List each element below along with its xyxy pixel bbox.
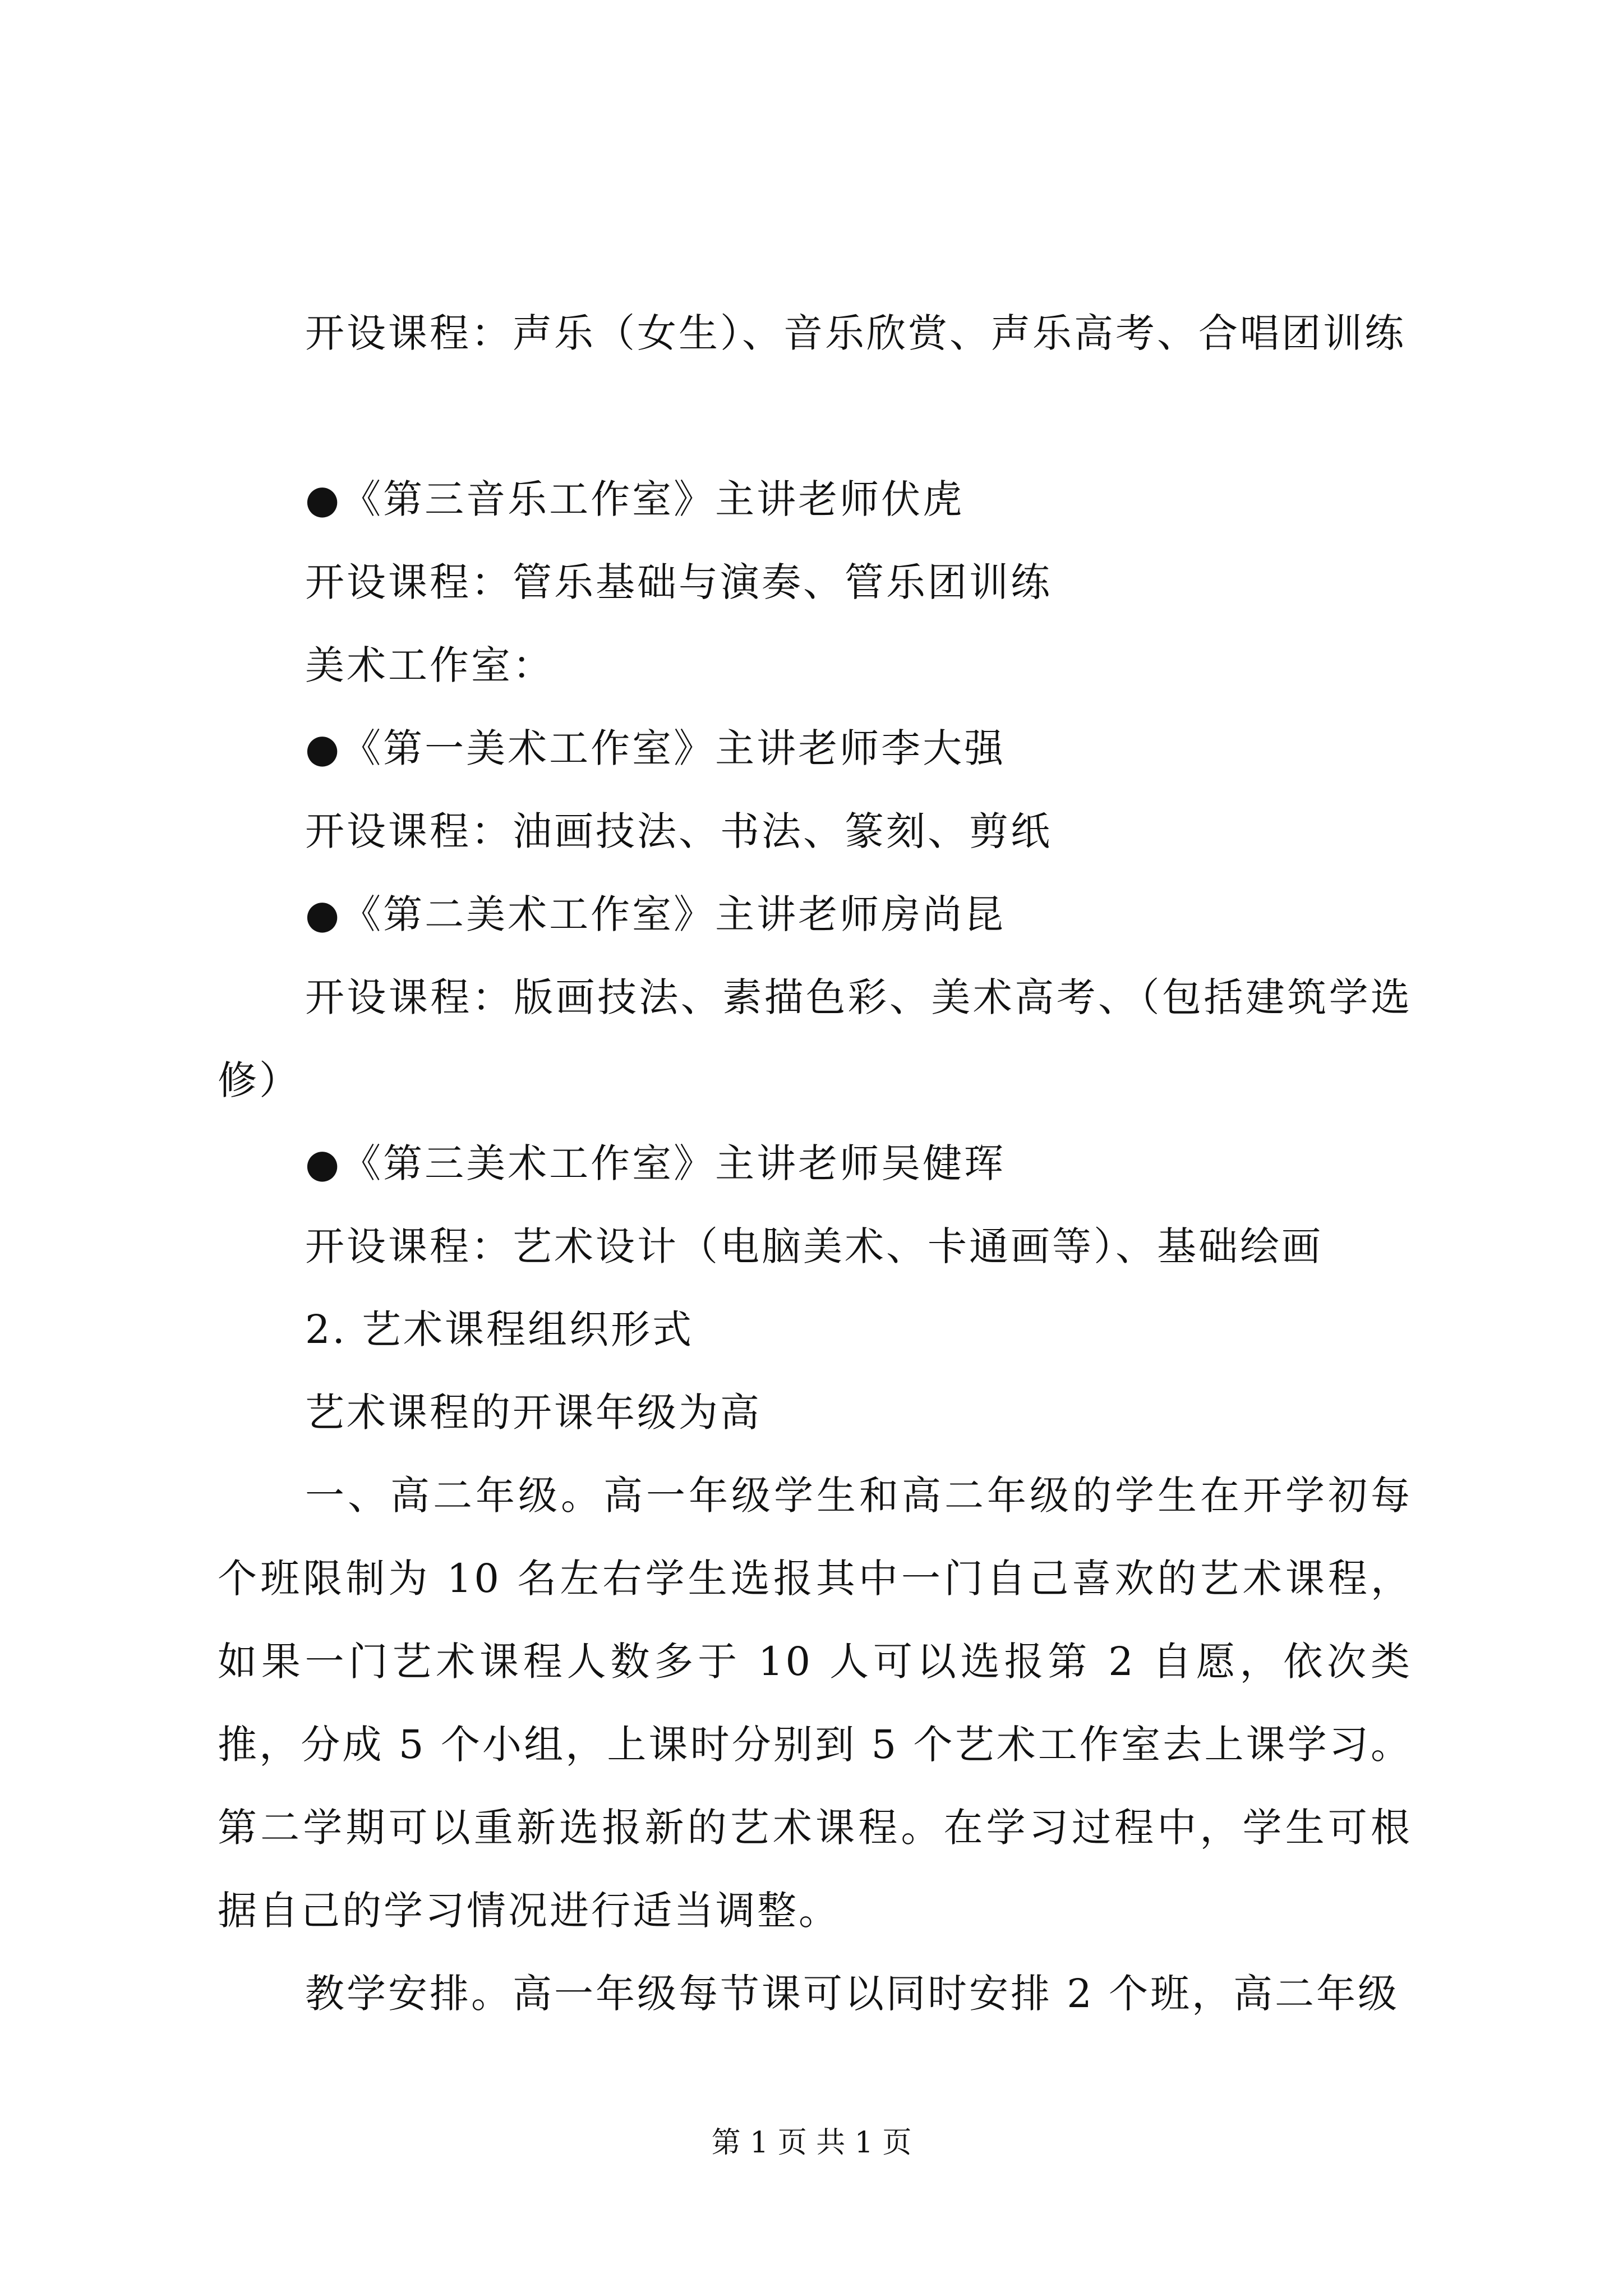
paragraph-art-studio-2: ●《第二美术工作室》主讲老师房尚昆 <box>305 891 1006 937</box>
section-heading-organization: 2. 艺术课程组织形式 <box>305 1306 694 1352</box>
paragraph-grade-intro: 艺术课程的开课年级为高 <box>305 1389 762 1435</box>
paragraph-art-studio-2-courses: 开设课程：版画技法、素描色彩、美术高考、（包括建筑学选修） <box>218 974 1412 1103</box>
paragraph-art-studio-3-courses: 开设课程：艺术设计（电脑美术、卡通画等）、基础绘画 <box>305 1223 1323 1269</box>
page-footer: 第 1 页 共 1 页 <box>711 2126 912 2160</box>
paragraph-wind-courses: 开设课程：管乐基础与演奏、管乐团训练 <box>305 559 1052 605</box>
paragraph-grade-details: 一、高二年级。高一年级学生和高二年级的学生在开学初每个班限制为 10 名左右学生选报其中一门自己喜欢的艺术课程，如果一门艺术课程人数多于 10 人可以选报第 2 自愿，依次类推，分成 5 个小组，上课时分别到 5 个艺术工作室去上课学习。第二学期可以重新选报新的艺术课程。在学习过程中，学生可根据自己的学习情况进行适当调整。 <box>218 1473 1412 1934</box>
paragraph-teaching-arrangement: 教学安排。高一年级每节课可以同时安排 2 个班，高二年级 <box>305 1971 1400 2017</box>
paragraph-art-studio-1-courses: 开设课程：油画技法、书法、篆刻、剪纸 <box>305 808 1052 854</box>
paragraph-art-studio-1: ●《第一美术工作室》主讲老师李大强 <box>305 725 1006 771</box>
paragraph-vocal-courses: 开设课程：声乐（女生）、音乐欣赏、声乐高考、合唱团训练 <box>305 310 1406 356</box>
paragraph-art-studio-heading: 美术工作室： <box>305 642 554 688</box>
paragraph-art-studio-3: ●《第三美术工作室》主讲老师吴健珲 <box>305 1140 1006 1186</box>
paragraph-music-studio-3: ●《第三音乐工作室》主讲老师伏虎 <box>305 476 965 522</box>
